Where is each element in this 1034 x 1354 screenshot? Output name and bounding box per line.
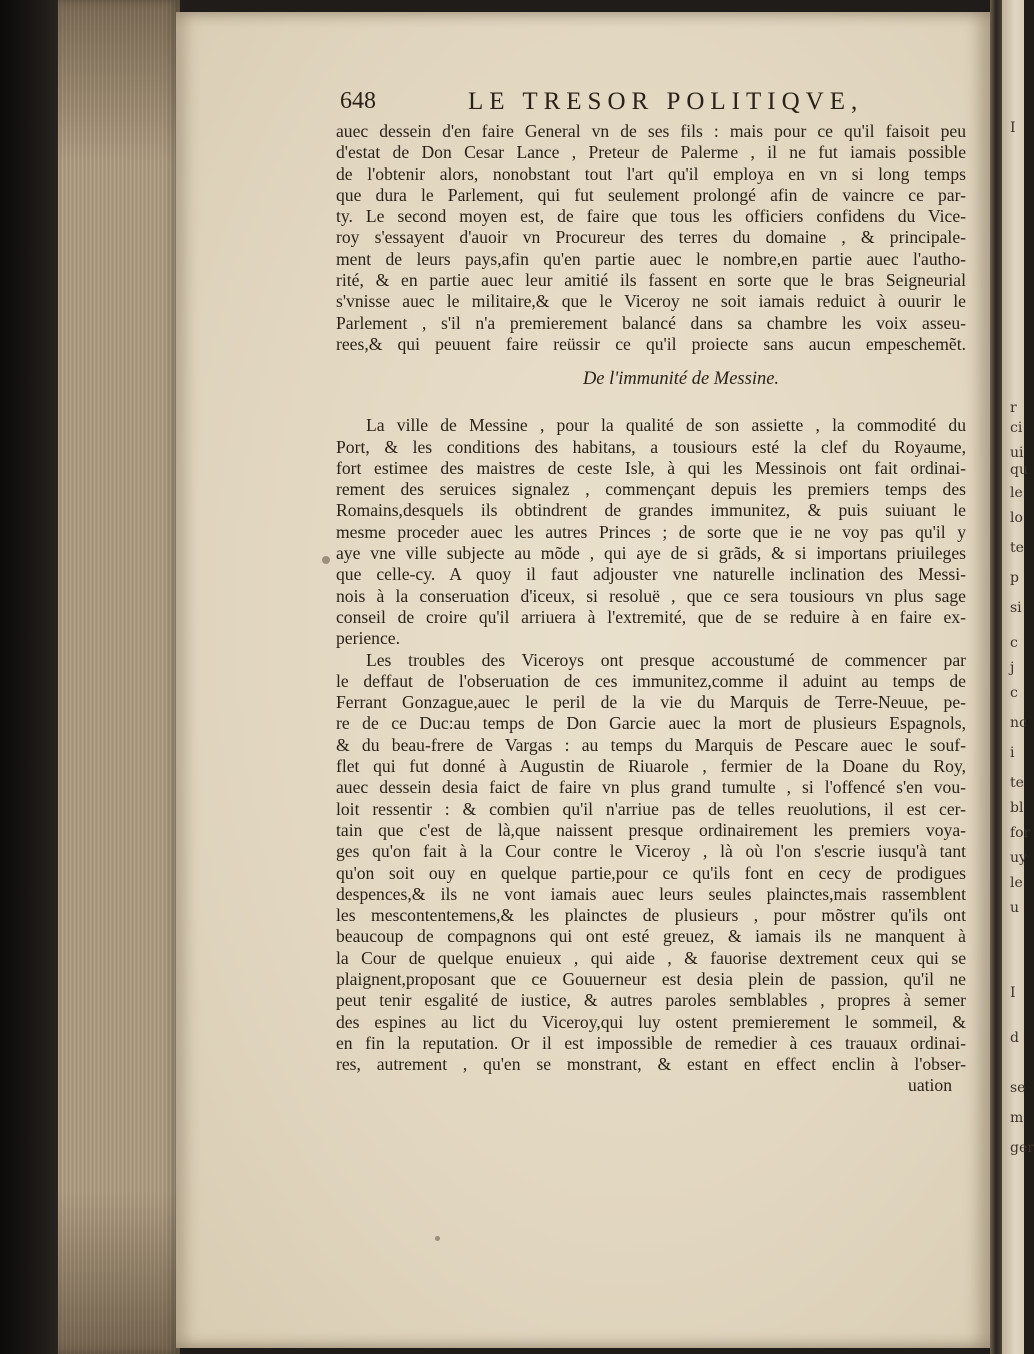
gutter [990, 0, 1002, 1354]
page-edges-shade [58, 0, 180, 1354]
dark-backdrop [0, 0, 60, 1354]
text-line: que celle-cy. A quoy il faut adjouster vne naturelle inclination des Messi- [336, 564, 966, 585]
text-line: mesme proceder auec les autres Princes ; de sorte que ie ne voy pas qu'il y [336, 521, 966, 542]
running-title: LE TRESOR POLITIQVE, [468, 88, 864, 115]
facing-page-fragment: lo [1010, 510, 1023, 526]
facing-page-fragment: I [1010, 120, 1016, 136]
text-line: flet qui fut donné à Augustin de Riuarole , fermier de la Doane du Roy, [336, 756, 966, 777]
text-line: loit ressentir : & combien qu'il n'arriue pas de telles reuolutions, il est cer- [336, 798, 966, 819]
text-line: Parlement , s'il n'a premierement balancé dans sa chambre les voix asseu- [336, 312, 966, 333]
text-line: perience. [336, 628, 400, 649]
text-line: rees,& qui peuuent faire reüssir ce qu'il proiecte sans aucun empeschemẽt. [336, 333, 966, 354]
text-line: & du beau-frere de Vargas : au temps du Marquis de Pescare auec le souf- [336, 734, 966, 755]
catchword: uation [908, 1075, 952, 1096]
text-line: Ferrant Gonzague,auec le peril de la vie du Marquis de Terre-Neuue, pe- [336, 692, 966, 713]
text-line: les mescontentemens,& les plainctes de plusieurs , pour mõstrer qu'ils ont [336, 905, 966, 926]
text-line: tain que c'est de là,que naissent presque ordinairement les premiers voya- [336, 819, 966, 840]
text-line: s'vnisse auec le militaire,& que le Viceroy ne soit iamais reduict à ouurir le [336, 291, 966, 312]
text-line: res, autrement , qu'en se monstrant, & estant en effect enclin à l'obser- [336, 1054, 966, 1075]
text-line: peut tenir esgalité de iustice, & autres paroles semblables , propres à semer [336, 990, 966, 1011]
text-line: auec dessein d'en faire General vn de ses fils : mais pour ce qu'il faisoit peu [336, 121, 966, 141]
section-heading: De l'immunité de Messine. [582, 369, 780, 390]
text-line: conseil de croire qu'il arriuera à l'extremité, que de se reduire à en faire ex- [336, 606, 966, 627]
text-line: nois à la conseruation d'iceux, si resoluë , que ce sera tousiours vn plus sage [336, 585, 966, 606]
facing-page-fragment: for [1010, 825, 1031, 841]
text-line: plaignent,proposant que ce Gouuerneur est desia plein de passion, qu'il ne [336, 968, 966, 989]
text-line: que dura le Parlement, qui fut seulement prolongé afin de vaincre ce par- [336, 184, 966, 205]
facing-page-fragment: j [1010, 660, 1015, 676]
facing-page-fragment: i [1010, 745, 1015, 761]
facing-page-fragment: se [1010, 1080, 1026, 1096]
text-line: rement des seruices signalez , commençant depuis les premiers temps des [336, 479, 966, 500]
facing-page-fragment: te [1010, 775, 1024, 791]
facing-page-fragment: le [1010, 485, 1023, 501]
text-line: des espines au lict du Viceroy,qui luy ostent premierement le sommeil, & [336, 1011, 966, 1032]
facing-page-fragment: te [1010, 540, 1024, 556]
text-line: La ville de Messine , pour la qualité de son assiette , la commodité du [366, 415, 966, 436]
text-line: auec dessein desia faict de faire vn plus grand tumulte , si l'offencé s'en vou- [336, 777, 966, 798]
text-line: Port, & les conditions des habitans, a tousiours esté la clef du Royaume, [336, 436, 966, 457]
facing-page-fragment: ui [1010, 445, 1024, 461]
text-line: aye vne ville subjecte au mõde , qui aye de si grãds, & si importans priuileges [336, 543, 966, 564]
facing-page-fragment: c [1010, 685, 1018, 701]
facing-page-fragment: uy [1010, 850, 1027, 866]
facing-page-fragment: ger [1010, 1140, 1034, 1156]
text-line: rité, & en partie auec leur amitié ils fassent en sorte que le bras Seigneurial [336, 270, 966, 291]
facing-page-fragment: I [1010, 985, 1016, 1001]
running-head [340, 88, 960, 120]
text-line: Les troubles des Viceroys ont presque accoustumé de commencer par [366, 649, 966, 670]
ink-spot [435, 1236, 440, 1241]
facing-page-fragment: qu [1010, 462, 1028, 478]
body-text [336, 121, 966, 1097]
text-line: ty. Le second moyen est, de faire que tous les officiers confidens du Vice- [336, 206, 966, 227]
facing-page-fragment: u [1010, 900, 1020, 916]
facing-page-fragment: bl [1010, 800, 1024, 816]
text-line: ges qu'on fait à la Cour contre le Viceroy , là où l'on s'escrie iusqu'à tant [336, 841, 966, 862]
text-line: re de ce Duc:au temps de Don Garcie auec la mort de plusieurs Espagnols, [336, 713, 966, 734]
text-line: despences,& ils ne vont iamais auec leurs seules plainctes,mais rassemblent [336, 883, 966, 904]
page-number: 648 [340, 88, 376, 114]
facing-page-fragment: d [1010, 1030, 1019, 1046]
text-line: de l'obtenir alors, nonobstant tout l'art qu'il employa en vn si long temps [336, 163, 966, 184]
text-line: qu'on soit ouy en quelque partie,pour ce qu'ils font en cecy de prodigues [336, 862, 966, 883]
facing-page-fragment: c [1010, 635, 1018, 651]
text-line: roy s'essayent d'auoir vn Procureur des terres du domaine , & principale- [336, 227, 966, 248]
facing-page-fragment: r [1010, 400, 1017, 416]
text-line: ment de leurs pays,afin qu'en partie auec le nombre,en partie auec l'autho- [336, 248, 966, 269]
facing-page-fragment: le [1010, 875, 1023, 891]
facing-page-fragment: m [1010, 1110, 1024, 1126]
text-line: beaucoup de compagnons qui ont esté greuez, & iamais ils ne manquent à [336, 926, 966, 947]
text-line: la Cour de quelque enuieux , qui aide , & fauorise dextrement ceux qui se [336, 947, 966, 968]
text-line: fort estimee des maistres de ceste Isle, à qui les Messinois ont fait ordinai- [336, 457, 966, 478]
text-line: d'estat de Don Cesar Lance , Preteur de Palerme , il ne fut iamais possible [336, 142, 966, 163]
text-line: le deffaut de l'obseruation de ces immunitez,comme il aduint au temps de [336, 670, 966, 691]
text-line: Romains,desquels ils obtindrent de grandes immunitez, & puis suiuant le [336, 500, 966, 521]
facing-page-fragment: ci [1010, 420, 1023, 436]
facing-page-fragment: nc [1010, 715, 1027, 731]
facing-page-fragment: p [1010, 570, 1019, 586]
text-line: en fin la reputation. Or il est impossible de remedier à ces trauaux ordinai- [336, 1032, 966, 1053]
facing-page-fragment: si [1010, 600, 1022, 616]
ink-spot [322, 556, 330, 564]
